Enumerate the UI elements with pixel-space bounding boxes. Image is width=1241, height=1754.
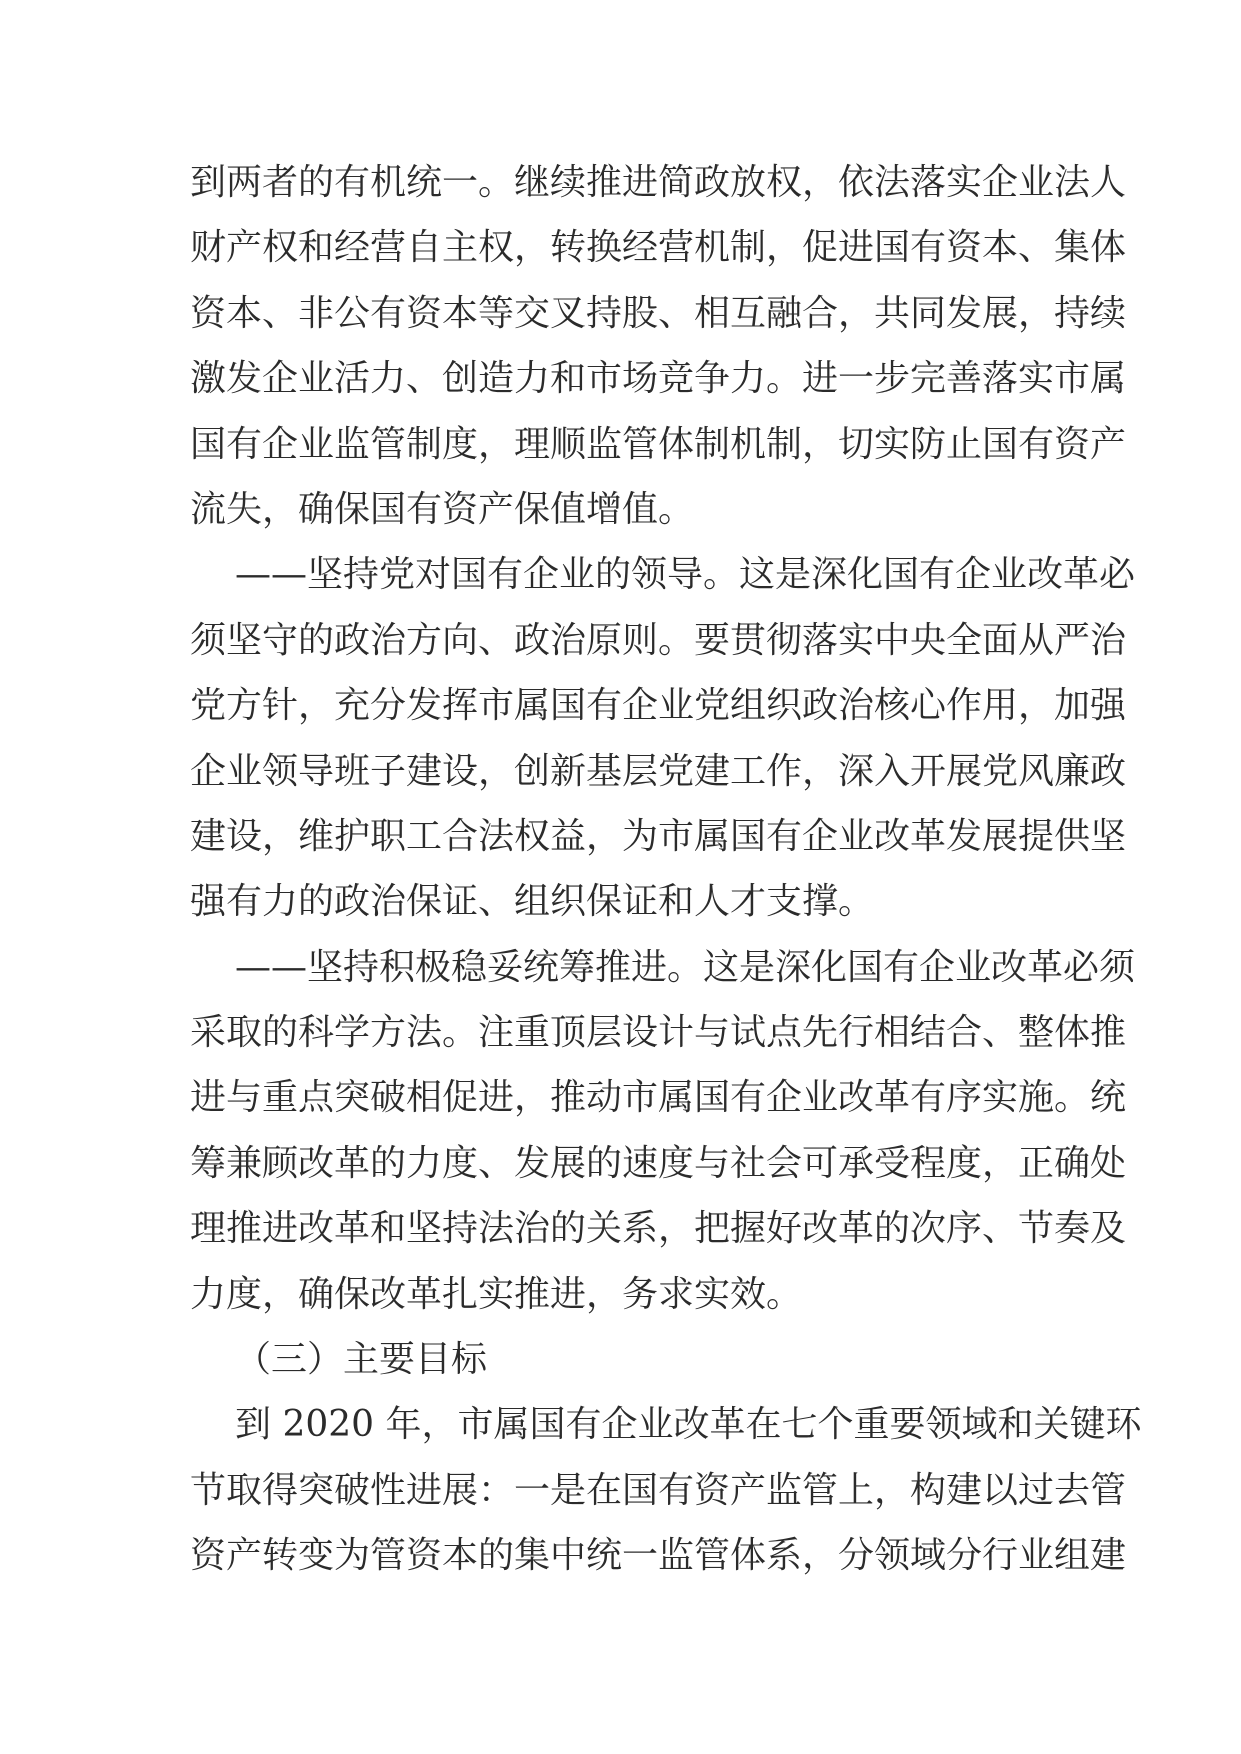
text-line: 进与重点突破相促进，推动市属国有企业改革有序实施。统 xyxy=(190,1077,1127,1119)
text-line: 财产权和经营自主权，转换经营机制，促进国有资本、集体 xyxy=(190,227,1127,269)
text-line: 流失，确保国有资产保值增值。 xyxy=(190,488,695,530)
text-line: 理推进改革和坚持法治的关系，把握好改革的次序、节奏及 xyxy=(190,1208,1127,1250)
text-line: 到 2020 年，市属国有企业改革在七个重要领域和关键环 xyxy=(235,1404,1142,1446)
text-line: ——坚持积极稳妥统筹推进。这是深化国有企业改革必须 xyxy=(235,946,1136,988)
document-body xyxy=(190,150,1142,1589)
text-line: ——坚持党对国有企业的领导。这是深化国有企业改革必 xyxy=(235,554,1136,596)
text-line: 激发企业活力、创造力和市场竞争力。进一步完善落实市属 xyxy=(190,358,1127,400)
text-line: 到两者的有机统一。继续推进简政放权，依法落实企业法人 xyxy=(190,162,1127,203)
text-line: 资本、非公有资本等交叉持股、相互融合，共同发展，持续 xyxy=(190,292,1127,334)
text-line: 企业领导班子建设，创新基层党建工作，深入开展党风廉政 xyxy=(190,750,1127,792)
text-line: 筹兼顾改革的力度、发展的速度与社会可承受程度，正确处 xyxy=(190,1142,1127,1184)
text-line: 采取的科学方法。注重顶层设计与试点先行相结合、整体推 xyxy=(190,1012,1127,1054)
text-line: 强有力的政治保证、组织保证和人才支撑。 xyxy=(190,881,875,923)
text-line: 党方针，充分发挥市属国有企业党组织政治核心作用，加强 xyxy=(190,685,1127,727)
text-line: 资产转变为管资本的集中统一监管体系，分领域分行业组建 xyxy=(190,1535,1127,1577)
text-line: 须坚守的政治方向、政治原则。要贯彻落实中央全面从严治 xyxy=(190,619,1127,661)
section-heading: （三）主要目标 xyxy=(235,1339,488,1381)
text-line: 国有企业监管制度，理顺监管体制机制，切实防止国有资产 xyxy=(190,423,1127,465)
text-line: 力度，确保改革扎实推进，务求实效。 xyxy=(190,1273,803,1315)
text-line: 建设，维护职工合法权益，为市属国有企业改革发展提供坚 xyxy=(190,815,1127,857)
text-line: 节取得突破性进展：一是在国有资产监管上，构建以过去管 xyxy=(190,1469,1127,1511)
